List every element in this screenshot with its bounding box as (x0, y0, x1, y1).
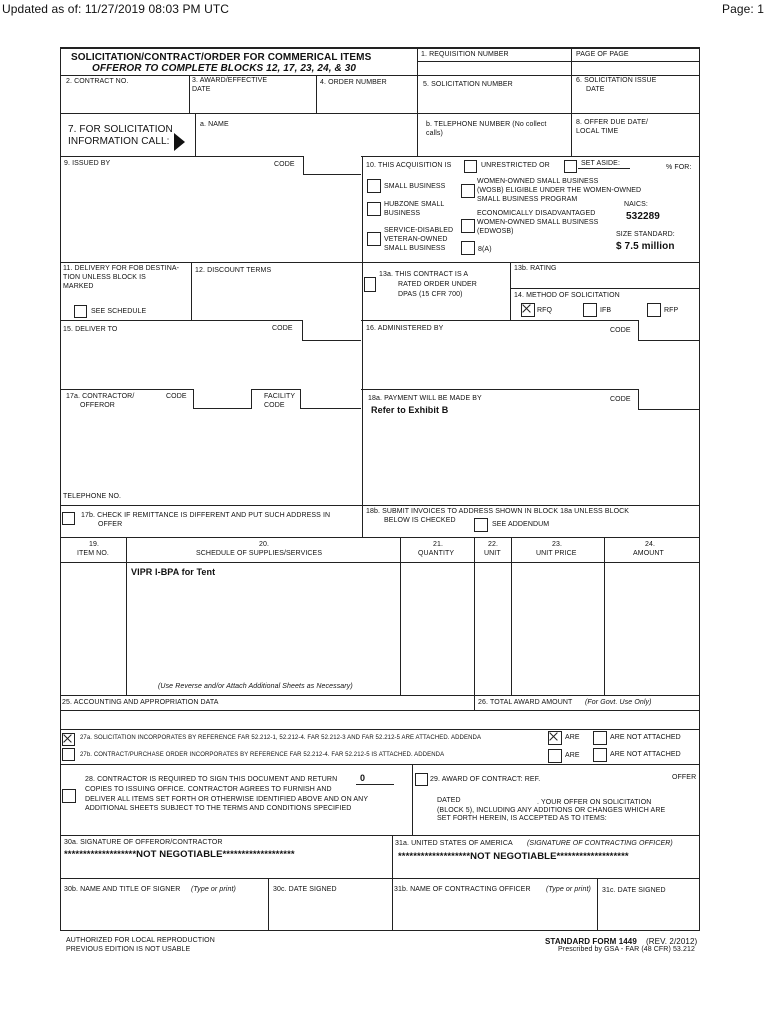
rfq-label: RFQ (537, 307, 553, 314)
block-17a-code-field[interactable] (193, 389, 252, 409)
updated-timestamp: Updated as of: 11/27/2019 08:03 PM UTC (2, 2, 230, 16)
block-15-code-field[interactable] (302, 320, 361, 341)
col-22-num: 22. (488, 541, 499, 548)
block-26-note: (For Govt. Use Only) (585, 699, 652, 706)
block-9-code-label: CODE (274, 161, 295, 168)
block-18a-code-label: CODE (610, 396, 631, 403)
sdvosb-checkbox[interactable] (367, 232, 381, 246)
sdvosb-label-line2: VETERAN-OWNED (384, 236, 448, 243)
schedule-item-description: VIPR I-BPA for Tent (131, 567, 216, 577)
block-27b-label: 27b. CONTRACT/PURCHASE ORDER INCORPORATES BY REFERENCE FAR 52.212-4. FAR 52.212-5 IS ATTACHED. ADDENDA (80, 752, 445, 758)
ifb-label: IFB (600, 307, 612, 314)
see-addendum-checkbox[interactable] (474, 518, 488, 532)
29-checkbox[interactable] (415, 773, 428, 786)
block-15-code-label: CODE (272, 325, 293, 332)
block-11-label: 11. DELIVERY FOR FOB DESTINA- (63, 265, 180, 272)
8a-checkbox[interactable] (461, 241, 475, 255)
block-3-label: 3. AWARD/EFFECTIVE (192, 77, 268, 84)
block-29-line2: . YOUR OFFER ON SOLICITATION (537, 799, 652, 806)
27a-checkbox[interactable] (62, 733, 75, 746)
block-28-label-line4: ADDITIONAL SHEETS SUBJECT TO THE TERMS AND CONDITIONS SPECIFIED (85, 805, 352, 812)
rfp-checkbox[interactable] (647, 303, 661, 317)
block-4-label: 4. ORDER NUMBER (320, 79, 387, 86)
form-subtitle: OFFEROR TO COMPLETE BLOCKS 12, 17, 23, 24, & 30 (92, 63, 357, 74)
27b-are-label: ARE (565, 752, 580, 759)
col-24-header: AMOUNT (633, 550, 664, 557)
27a-are-label: ARE (565, 734, 580, 741)
block-29-line4: SET FORTH HEREIN, IS ACCEPTED AS TO ITEMS: (437, 815, 607, 822)
rfp-label: RFP (664, 307, 679, 314)
block-30c-label: 30c. DATE SIGNED (273, 886, 337, 893)
block-31c-label: 31c. DATE SIGNED (602, 887, 666, 894)
previous-edition: PREVIOUS EDITION IS NOT USABLE (66, 946, 191, 953)
block-28-label-line2: COPIES TO ISSUING OFFICE. CONTRACTOR AGREES TO FURNISH AND (85, 786, 332, 793)
small-business-label: SMALL BUSINESS (384, 183, 446, 190)
col-20-header: SCHEDULE OF SUPPLIES/SERVICES (196, 550, 323, 557)
block-7-label: 7. FOR SOLICITATION (68, 124, 173, 135)
col-21-num: 21. (433, 541, 444, 548)
28-checkbox[interactable] (62, 789, 76, 803)
block-13a-label-line2: RATED ORDER UNDER (398, 281, 477, 288)
prescribed-by: Prescribed by GSA - FAR (48 CFR) 53.212 (558, 946, 695, 953)
block-11-label-line2: TION UNLESS BLOCK IS (63, 274, 146, 281)
set-aside-label: SET ASIDE: (581, 160, 620, 167)
wosb-label-line2: (WOSB) ELIGIBLE UNDER THE WOMEN-OWNED (477, 187, 642, 194)
block-9-label: 9. ISSUED BY (64, 160, 111, 167)
block-28-label-line3: DELIVER ALL ITEMS SET FORTH OR OTHERWISE IDENTIFIED ABOVE AND ON ANY (85, 796, 369, 803)
27a-are-not-label: ARE NOT ATTACHED (610, 734, 681, 741)
telephone-label: TELEPHONE NO. (63, 493, 122, 500)
page-number: Page: 1 (722, 2, 765, 16)
block-16-code-field[interactable] (638, 320, 699, 341)
hubzone-label-line2: BUSINESS (384, 210, 421, 217)
block-17a-label: 17a. CONTRACTOR/ (66, 393, 135, 400)
block-7-label-line2: INFORMATION CALL: (68, 136, 170, 147)
block-7b-label-line2: calls) (426, 130, 443, 137)
block-16-code-label: CODE (610, 327, 631, 334)
block-13a-label-line3: DPAS (15 CFR 700) (398, 291, 463, 298)
col-21-header: QUANTITY (418, 550, 455, 557)
standard-form-number: STANDARD FORM 1449 (545, 937, 637, 946)
block-8-label: 8. OFFER DUE DATE/ (576, 119, 649, 126)
block-31a-label: 31a. UNITED STATES OF AMERICA (395, 840, 513, 847)
not-negotiable-contractor: *******************NOT NEGOTIABLE******************* (64, 849, 295, 860)
wosb-label: WOMEN-OWNED SMALL BUSINESS (477, 178, 599, 185)
block-27a-label: 27a. SOLICITATION INCORPORATES BY REFERENCE FAR 52.212-1, 52.212-4. FAR 52.212-3 AND FAR 52.212-5 ARE ATTACHED. ADDENDA (80, 735, 482, 741)
27b-are-not-label: ARE NOT ATTACHED (610, 751, 681, 758)
block-31a-note: (SIGNATURE OF CONTRACTING OFFICER) (527, 840, 673, 847)
facility-code-label-line2: CODE (264, 402, 285, 409)
see-addendum-label: SEE ADDENDUM (492, 521, 550, 528)
facility-code-field[interactable] (300, 389, 361, 409)
block-31b-label: 31b. NAME OF CONTRACTING OFFICER (394, 886, 531, 893)
block-8-label-line2: LOCAL TIME (576, 128, 619, 135)
block-13a-label: 13a. THIS CONTRACT IS A (379, 271, 469, 278)
page-of-page-label: PAGE OF PAGE (576, 51, 629, 58)
edwosb-label: ECONOMICALLY DISADVANTAGED (477, 210, 596, 217)
block-25-label: 25. ACCOUNTING AND APPROPRIATION DATA (62, 699, 219, 706)
dated-label: DATED (437, 797, 461, 804)
block-10-label: 10. THIS ACQUISITION IS (366, 162, 452, 169)
remittance-checkbox[interactable] (62, 512, 75, 525)
block-7b-label: b. TELEPHONE NUMBER (No collect (426, 121, 547, 128)
block-5-label: 5. SOLICITATION NUMBER (423, 81, 513, 88)
size-standard-label: SIZE STANDARD: (616, 231, 675, 238)
block-15-label: 15. DELIVER TO (63, 326, 118, 333)
col-19-header: ITEM NO. (77, 550, 109, 557)
27b-are-checkbox[interactable] (548, 749, 562, 763)
block-29-label: 29. AWARD OF CONTRACT: REF. (430, 776, 541, 783)
block-30a-label: 30a. SIGNATURE OF OFFEROR/CONTRACTOR (64, 839, 223, 846)
27a-are-checkbox[interactable] (548, 731, 562, 745)
block-1-label: 1. REQUISITION NUMBER (421, 51, 509, 58)
hubzone-label: HUBZONE SMALL (384, 201, 445, 208)
not-negotiable-officer: *******************NOT NEGOTIABLE******************* (398, 851, 629, 862)
form-revision: (REV. 2/2012) (646, 937, 698, 946)
facility-code-label: FACILITY (264, 393, 296, 400)
27a-are-not-checkbox[interactable] (593, 731, 607, 745)
block-18a-label: 18a. PAYMENT WILL BE MADE BY (368, 395, 482, 402)
wosb-checkbox[interactable] (461, 184, 475, 198)
edwosb-label-line2: WOMEN-OWNED SMALL BUSINESS (477, 219, 599, 226)
col-23-num: 23. (552, 541, 563, 548)
naics-value: 532289 (626, 211, 660, 222)
unrestricted-checkbox[interactable] (464, 160, 477, 173)
block-28-label: 28. CONTRACTOR IS REQUIRED TO SIGN THIS DOCUMENT AND RETURN (85, 776, 338, 783)
block-3-date-label: DATE (192, 86, 211, 93)
block-14-label: 14. METHOD OF SOLICITATION (514, 292, 620, 299)
size-standard-value: $ 7.5 million (616, 241, 675, 252)
schedule-note: (Use Reverse and/or Attach Additional Sheets as Necessary) (158, 683, 353, 690)
block-26-label: 26. TOTAL AWARD AMOUNT (478, 699, 573, 706)
edwosb-label-line3: (EDWOSB) (477, 228, 514, 235)
block-17a-label-line2: OFFEROR (80, 402, 115, 409)
block-18a-code-field[interactable] (638, 389, 699, 410)
set-aside-checkbox[interactable] (564, 160, 577, 173)
block-6-date-label: DATE (586, 86, 605, 93)
block-17b-label-line2: OFFER (98, 521, 123, 528)
offer-label: OFFER (672, 774, 697, 781)
block-12-label: 12. DISCOUNT TERMS (195, 267, 272, 274)
authorized-reproduction: AUTHORIZED FOR LOCAL REPRODUCTION (66, 937, 215, 944)
block-17a-code-label: CODE (166, 393, 187, 400)
block-9-code-field[interactable] (303, 156, 361, 175)
rated-order-checkbox[interactable] (364, 277, 376, 292)
block-11-label-line3: MARKED (63, 283, 94, 290)
copies-count[interactable]: 0 (360, 773, 366, 783)
27b-checkbox[interactable] (62, 748, 75, 761)
wosb-label-line3: SMALL BUSINESS PROGRAM (477, 196, 578, 203)
col-23-header: UNIT PRICE (536, 550, 577, 557)
form-title: SOLICITATION/CONTRACT/ORDER FOR COMMERICAL ITEMS (71, 52, 372, 63)
8a-label: 8(A) (478, 246, 492, 253)
block-17b-label: 17b. CHECK IF REMITTANCE IS DIFFERENT AND PUT SUCH ADDRESS IN (81, 512, 331, 519)
small-business-checkbox[interactable] (367, 179, 381, 193)
sdvosb-label: SERVICE-DISABLED (384, 227, 454, 234)
block-2-label: 2. CONTRACT NO. (66, 78, 129, 85)
see-schedule-label: SEE SCHEDULE (91, 308, 147, 315)
block-18b-label-line2: BELOW IS CHECKED (384, 517, 456, 524)
edwosb-checkbox[interactable] (461, 219, 475, 233)
block-29-line3: (BLOCK 5), INCLUDING ANY ADDITIONS OR CHANGES WHICH ARE (437, 807, 666, 814)
block-16-label: 16. ADMINISTERED BY (366, 325, 444, 332)
rfq-checkbox[interactable] (521, 303, 535, 317)
block-18b-label: 18b. SUBMIT INVOICES TO ADDRESS SHOWN IN BLOCK 18a UNLESS BLOCK (366, 508, 630, 515)
block-30b-note: (Type or print) (191, 886, 236, 893)
col-19-num: 19. (89, 541, 100, 548)
see-schedule-checkbox[interactable] (74, 305, 87, 318)
col-20-num: 20. (259, 541, 270, 548)
unrestricted-label: UNRESTRICTED OR (481, 162, 550, 169)
block-7a-label: a. NAME (200, 121, 229, 128)
block-30b-label: 30b. NAME AND TITLE OF SIGNER (64, 886, 181, 893)
payment-reference: Refer to Exhibit B (371, 405, 449, 415)
percent-for-label: % FOR: (666, 164, 692, 171)
27b-are-not-checkbox[interactable] (593, 748, 607, 762)
sdvosb-label-line3: SMALL BUSINESS (384, 245, 446, 252)
block-13b-label: 13b. RATING (514, 265, 557, 272)
col-22-header: UNIT (484, 550, 501, 557)
ifb-checkbox[interactable] (583, 303, 597, 317)
block-31b-note: (Type or print) (546, 886, 591, 893)
hubzone-checkbox[interactable] (367, 202, 381, 216)
col-24-num: 24. (645, 541, 656, 548)
naics-label: NAICS: (624, 201, 648, 208)
arrow-right-icon (174, 133, 185, 151)
block-6-label: 6. SOLICITATION ISSUE (576, 77, 657, 84)
